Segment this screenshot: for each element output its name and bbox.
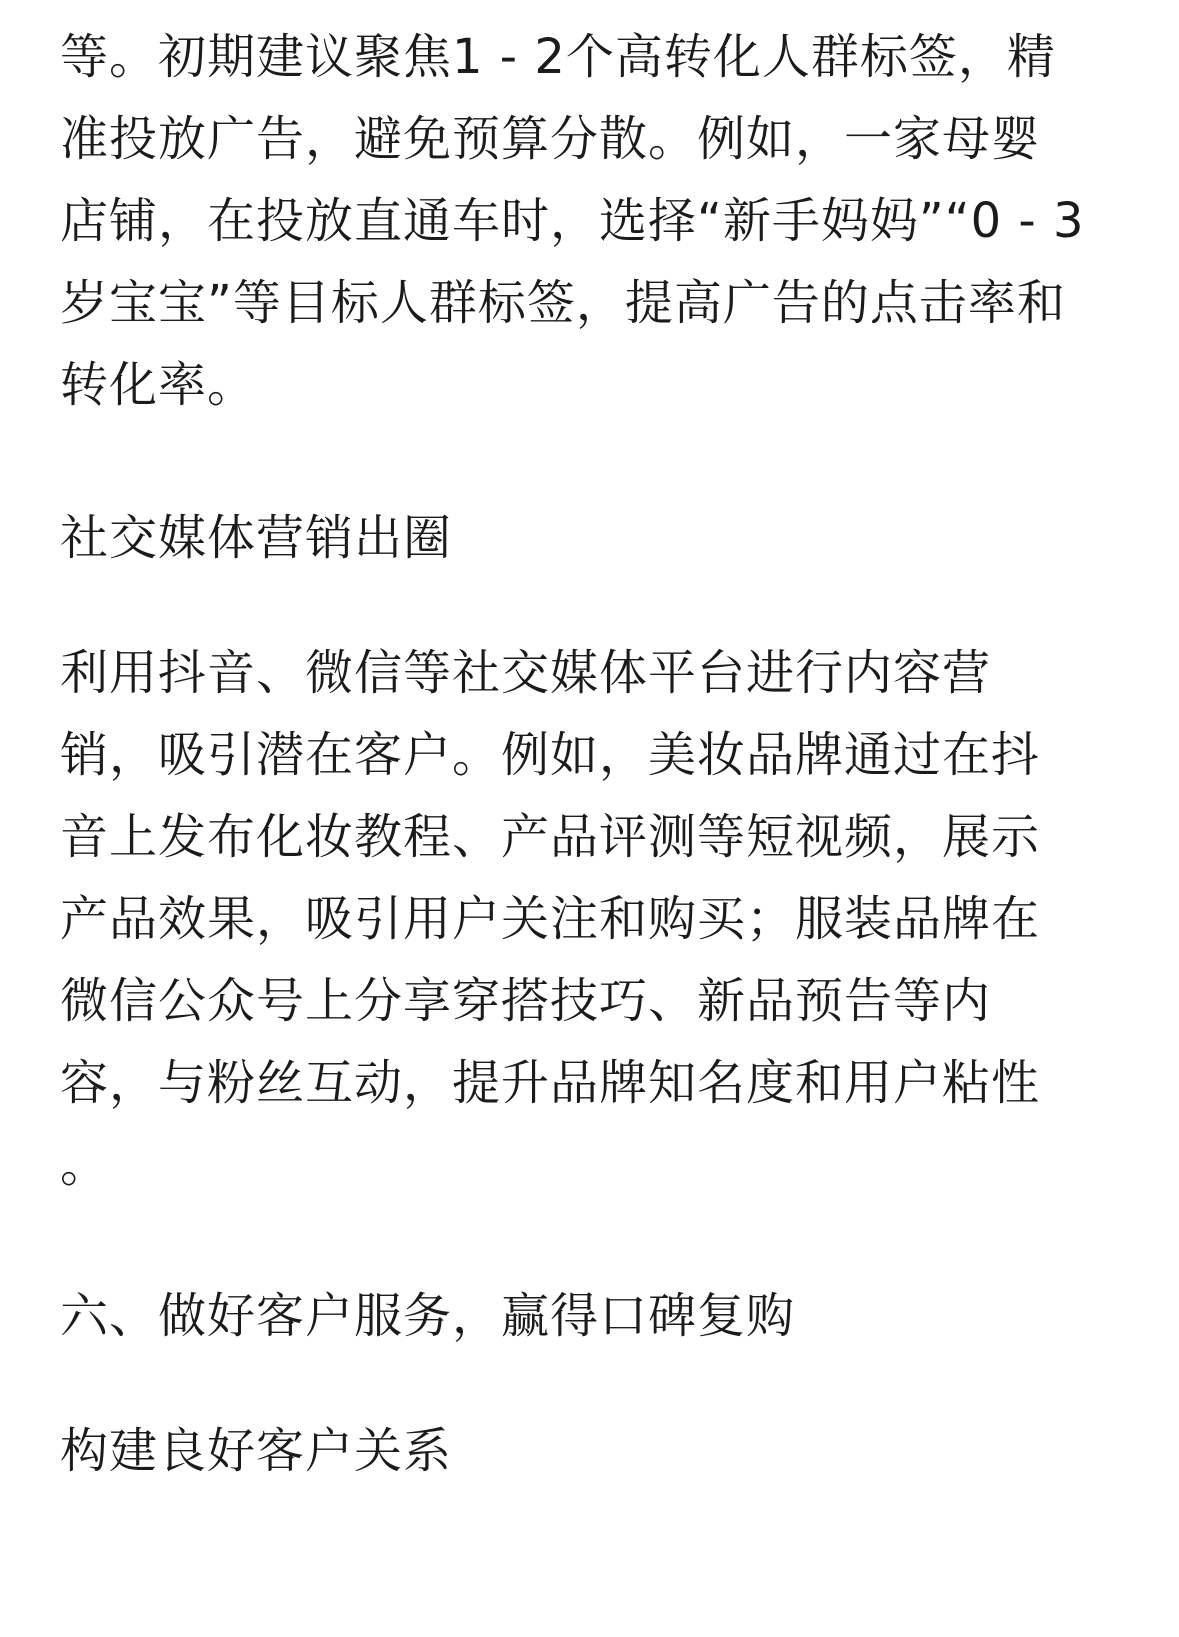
text-line: 岁宝宝”等目标人群标签，提高广告的点击率和 [60, 275, 1066, 331]
subheading-customer-relations: 构建良好客户关系 [60, 1423, 453, 1479]
text-line: 。 [60, 1137, 110, 1193]
text-line: 产品效果，吸引用户关注和购买；服装品牌在 [60, 891, 1041, 947]
text-line: 销，吸引潜在客户。例如，美妆品牌通过在抖 [60, 727, 1041, 783]
text-line: 店铺，在投放直通车时，选择“新手妈妈”“0 - 3 [60, 193, 1085, 249]
paragraph-social-media [60, 632, 1116, 1206]
text-line: 容，与粉丝互动，提升品牌知名度和用户粘性 [60, 1055, 1041, 1111]
text-line: 转化率。 [60, 357, 257, 413]
text-line: 利用抖音、微信等社交媒体平台进行内容营 [60, 645, 992, 701]
subheading-social-media: 社交媒体营销出圈 [60, 510, 453, 566]
text-line: 微信公众号上分享穿搭技巧、新品预告等内 [60, 973, 992, 1029]
text-line: 准投放广告，避免预算分散。例如，一家母婴 [60, 111, 1041, 167]
paragraph-ad-targeting [60, 16, 1116, 426]
text-line: 音上发布化妆教程、产品评测等短视频，展示 [60, 809, 1041, 865]
text-line: 等。初期建议聚焦1 - 2个高转化人群标签，精 [60, 29, 1056, 85]
section-heading-customer-service: 六、做好客户服务，赢得口碑复购 [60, 1288, 796, 1344]
